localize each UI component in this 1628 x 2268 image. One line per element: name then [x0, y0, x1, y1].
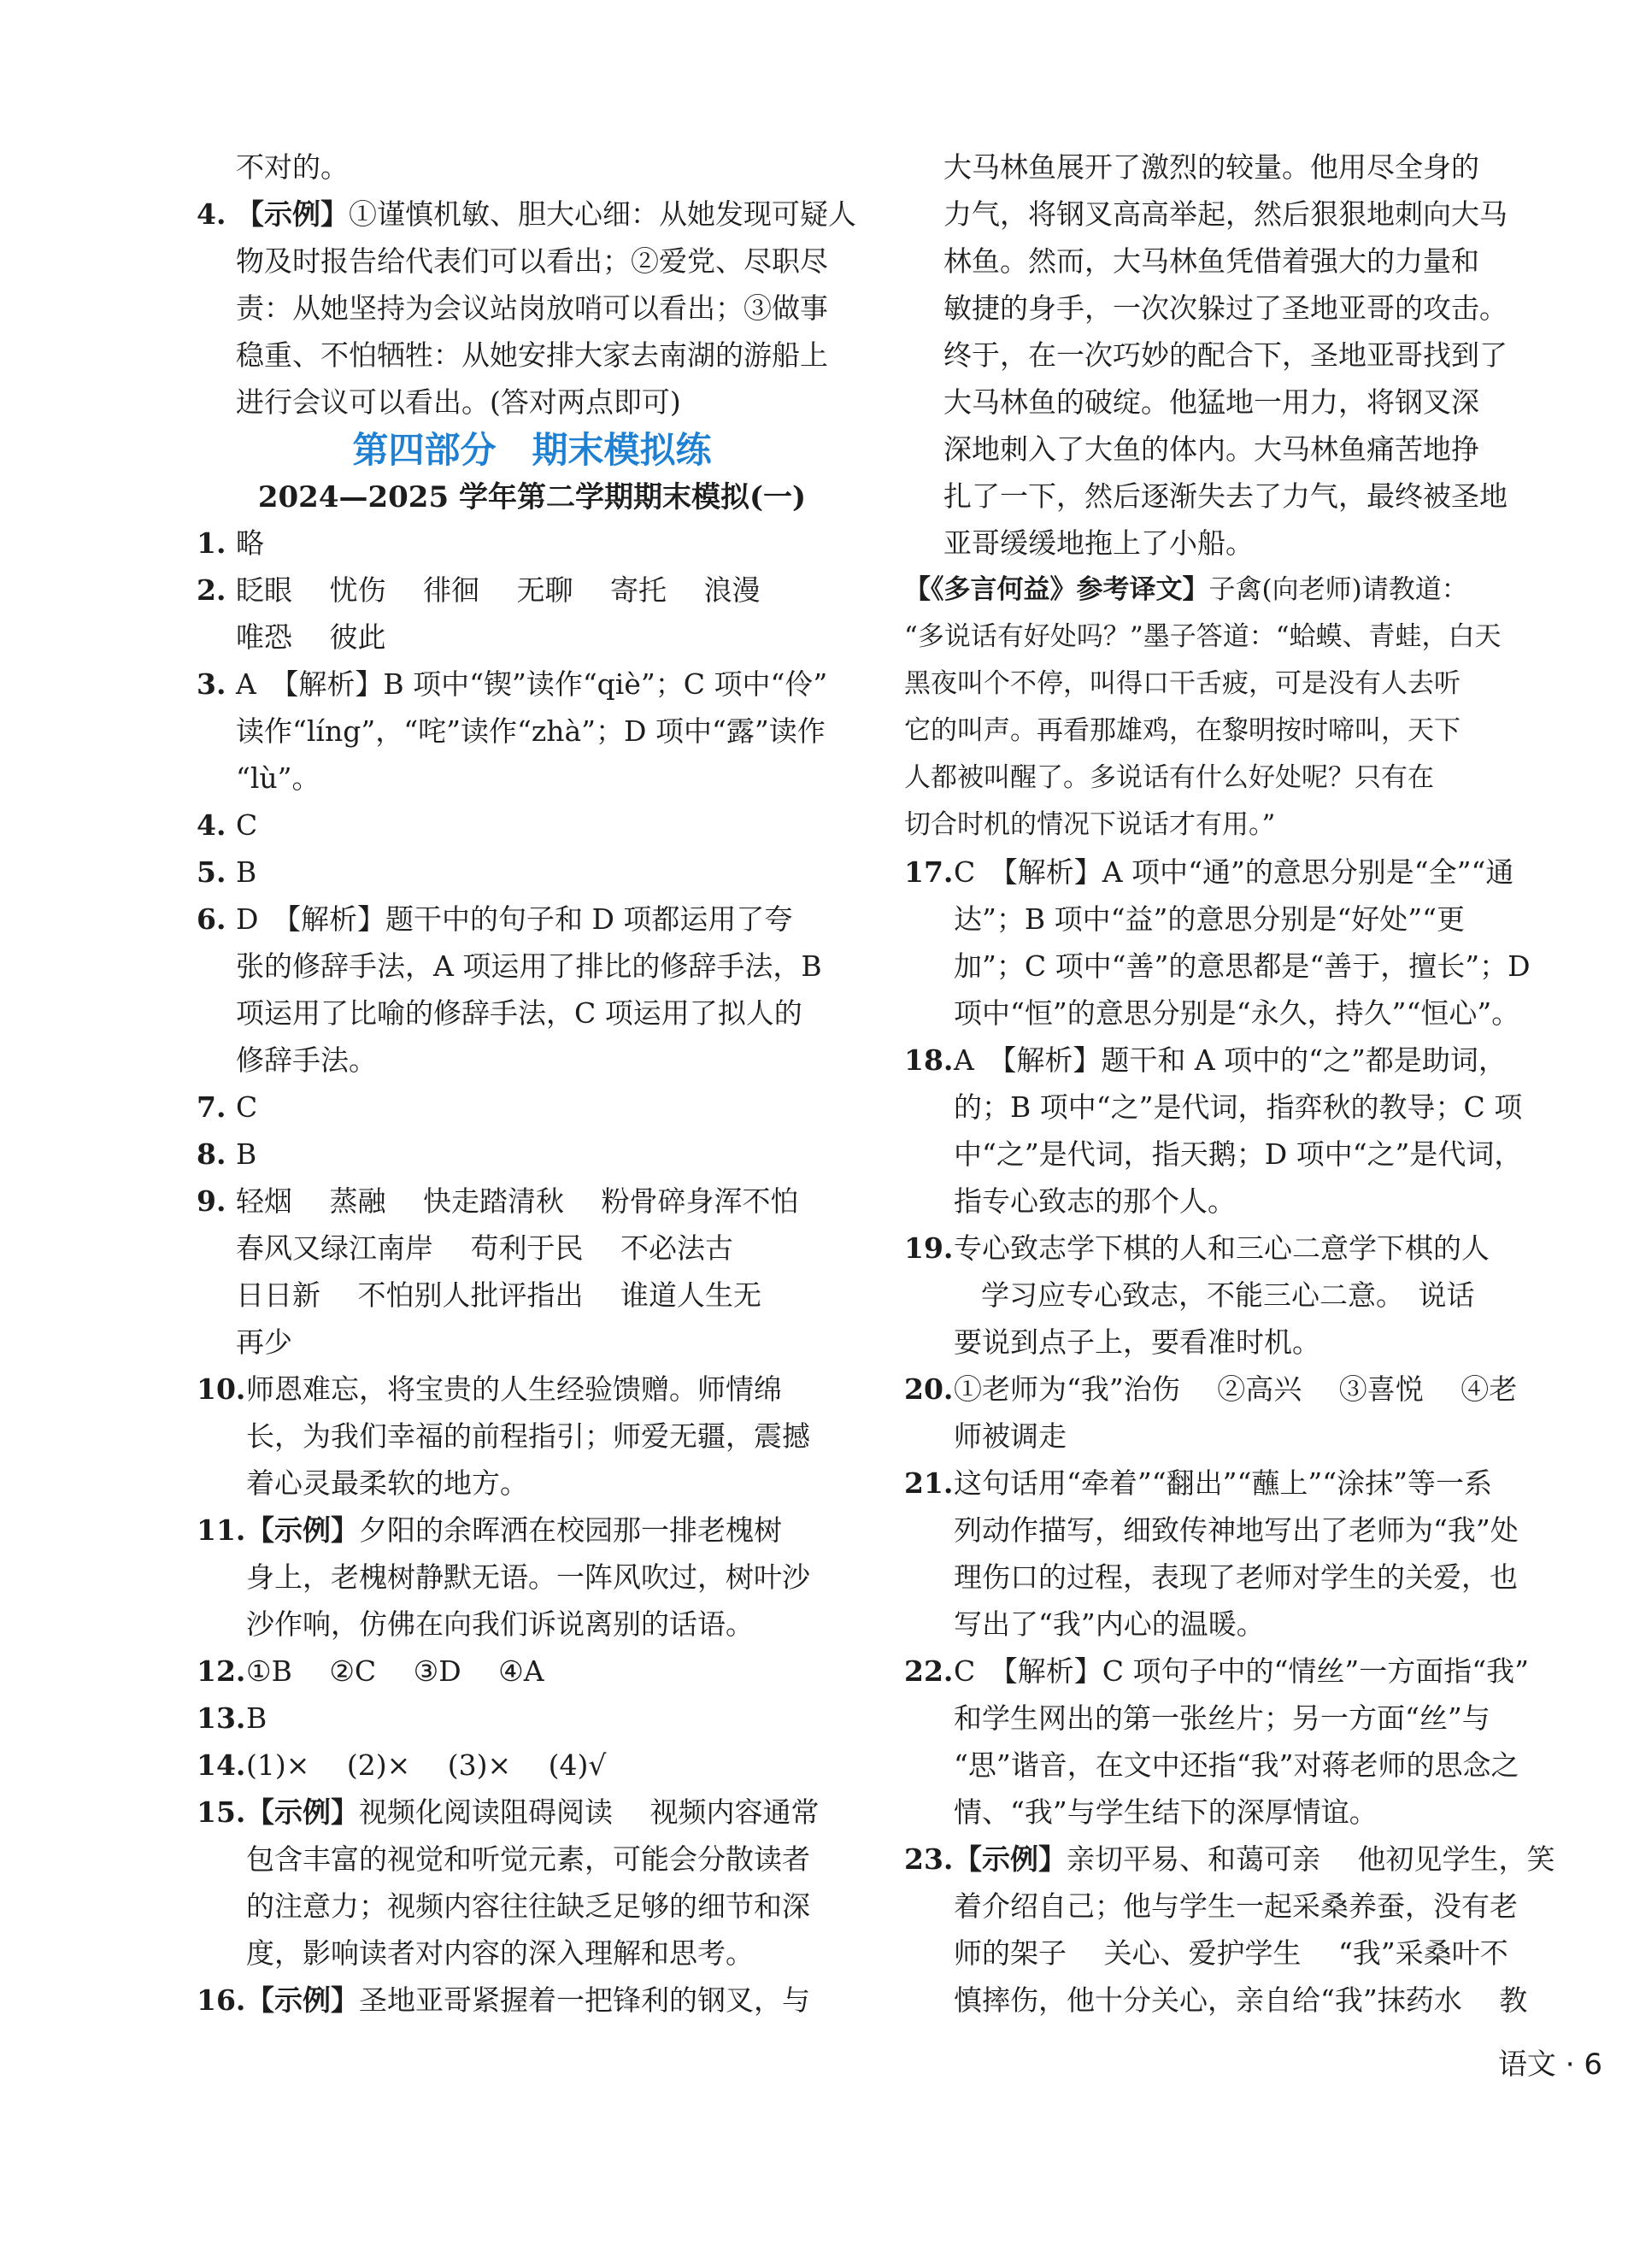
answer-line — [904, 1460, 1571, 1507]
answer-text: 的注意力；视频内容往往缺乏足够的细节和深 — [246, 1889, 810, 1923]
answer-text: 亲切平易、和蔼可亲 他初见学生，笑 — [1067, 1842, 1555, 1876]
translation-line — [904, 708, 1571, 755]
answer-line — [904, 1742, 1571, 1789]
answer-line — [197, 943, 867, 990]
question-number: 15. — [197, 1795, 246, 1829]
answer-line — [197, 285, 867, 332]
answer-line — [904, 1554, 1571, 1601]
answer-text: 春风又绿江南岸 苟利于民 不必法古 — [236, 1231, 733, 1265]
answer-line — [904, 426, 1571, 473]
answer-text: B — [236, 1137, 257, 1171]
question-number: 6. — [197, 902, 226, 936]
answer-line — [904, 1977, 1571, 2024]
question-number: 23. — [904, 1842, 954, 1876]
answer-line — [904, 1131, 1571, 1178]
answer-tag: 【示例】 — [246, 1513, 359, 1547]
answer-text: 指专心致志的那个人。 — [954, 1184, 1236, 1218]
answer-line — [904, 943, 1571, 990]
answer-line — [904, 849, 1571, 896]
answer-text: 包含丰富的视觉和听觉元素，可能会分散读者 — [246, 1842, 810, 1876]
question-number: 12. — [197, 1654, 246, 1688]
answer-text: ①B ②C ③D ④A — [246, 1654, 544, 1688]
answer-line — [904, 1366, 1571, 1413]
page-footer: 语文 · 6 — [1497, 2048, 1602, 2082]
answer-line — [197, 1648, 867, 1695]
answer-text: 中“之”是代词，指天鹅；D 项中“之”是代词， — [954, 1137, 1523, 1171]
question-number: 21. — [904, 1466, 954, 1500]
answer-line — [197, 1413, 867, 1460]
answer-line — [197, 520, 867, 567]
answer-text: 身上，老槐树静默无语。一阵风吹过，树叶沙 — [246, 1560, 810, 1594]
answer-text: 专心致志学下棋的人和三心二意学下棋的人 — [954, 1231, 1490, 1265]
answer-line — [197, 1742, 867, 1789]
answer-text: 进行会议可以看出。(答对两点即可) — [236, 385, 681, 419]
answer-text: C — [236, 1090, 258, 1124]
answer-text: 黑夜叫个不停，叫得口干舌疲，可是没有人去听 — [904, 668, 1460, 699]
answer-text: 终于，在一次巧妙的配合下，圣地亚哥找到了 — [943, 338, 1508, 372]
answer-line — [197, 1037, 867, 1084]
answer-tag: 【《多言何益》参考译文】 — [904, 574, 1209, 605]
answer-text: C 【解析】A 项中“通”的意思分别是“全”“通 — [954, 855, 1514, 889]
answer-text: 张的修辞手法，A 项运用了排比的修辞手法，B — [236, 949, 822, 983]
answer-tag: 【示例】 — [954, 1842, 1067, 1876]
answer-line — [197, 1977, 867, 2024]
answer-text: 情、“我”与学生结下的深厚情谊。 — [954, 1795, 1378, 1829]
answer-line — [197, 1601, 867, 1648]
answer-text: A 【解析】题干和 A 项中的“之”都是助词， — [954, 1043, 1507, 1077]
answer-text: 圣地亚哥紧握着一把锋利的钢叉，与 — [359, 1983, 810, 2017]
answer-line — [197, 1225, 867, 1272]
answer-text: 切合时机的情况下说话才有用。” — [904, 809, 1276, 840]
answer-line — [197, 1272, 867, 1319]
translation-line — [904, 567, 1571, 614]
question-number: 18. — [904, 1043, 954, 1077]
answer-text: 学习应专心致志，不能三心二意。 说话 — [981, 1278, 1475, 1312]
answer-line — [904, 238, 1571, 285]
answer-text: 这句话用“牵着”“翻出”“蘸上”“涂抹”等一系 — [954, 1466, 1492, 1500]
answer-text: 不对的。 — [236, 150, 349, 184]
answer-text: 视频化阅读阻碍阅读 视频内容通常 — [359, 1795, 820, 1829]
answer-text: 长，为我们幸福的前程指引；师爱无疆，震撼 — [246, 1419, 810, 1453]
answer-text: 再少 — [236, 1325, 292, 1359]
answer-text: 日日新 不怕别人批评指出 谁道人生无 — [236, 1278, 761, 1312]
answer-text: 略 — [236, 526, 264, 560]
question-number: 7. — [197, 1090, 226, 1124]
answer-line — [197, 1507, 867, 1554]
answer-text: 力气，将钢叉高高举起，然后狠狠地刺向大马 — [943, 197, 1508, 231]
question-number: 4. — [197, 197, 226, 231]
answer-line — [197, 1319, 867, 1366]
answer-text: “思”谐音，在文中还指“我”对蒋老师的思念之 — [954, 1748, 1519, 1782]
answer-line — [904, 1883, 1571, 1930]
answer-line — [904, 1695, 1571, 1742]
answer-line — [904, 473, 1571, 520]
answer-tag: 【示例】 — [246, 1795, 359, 1829]
question-number: 1. — [197, 526, 226, 560]
answer-line — [904, 1836, 1571, 1883]
question-number: 20. — [904, 1372, 954, 1406]
answer-line — [904, 1037, 1571, 1084]
answer-text: 写出了“我”内心的温暖。 — [954, 1607, 1265, 1641]
answer-text: 着心灵最柔软的地方。 — [246, 1466, 528, 1500]
answer-line — [904, 1789, 1571, 1836]
answer-text: 项中“恒”的意思分别是“永久，持久”“恒心”。 — [954, 996, 1520, 1030]
question-number: 11. — [197, 1513, 246, 1547]
answer-text: “多说话有好处吗？”墨子答道：“蛤蟆、青蛙，白天 — [904, 621, 1502, 652]
question-number: 3. — [197, 667, 226, 701]
question-number: 2. — [197, 573, 226, 607]
answer-text: ①谨慎机敏、胆大心细：从她发现可疑人 — [349, 197, 856, 231]
answer-line — [197, 1366, 867, 1413]
answer-line — [197, 379, 867, 426]
answer-text: 修辞手法。 — [236, 1043, 377, 1077]
answer-text: 要说到点子上，要看准时机。 — [954, 1325, 1320, 1359]
answer-text: 敏捷的身手，一次次躲过了圣地亚哥的攻击。 — [943, 291, 1508, 325]
answer-text: 人都被叫醒了。多说话有什么好处呢？只有在 — [904, 762, 1434, 793]
answer-tag: 【示例】 — [246, 1983, 359, 2017]
answer-line — [904, 1930, 1571, 1977]
answer-line — [197, 1178, 867, 1225]
answer-text: D 【解析】题干中的句子和 D 项都运用了夸 — [236, 902, 793, 936]
answer-line — [197, 1554, 867, 1601]
answer-line — [904, 285, 1571, 332]
answer-line — [197, 1460, 867, 1507]
answer-line — [904, 379, 1571, 426]
answer-text: 理伤口的过程，表现了老师对学生的关爱，也 — [954, 1560, 1518, 1594]
answer-line — [197, 1695, 867, 1742]
answer-text: 加”；C 项中“善”的意思都是“善于，擅长”；D — [954, 949, 1531, 983]
answer-text: A 【解析】B 项中“锲”读作“qiè”；C 项中“伶” — [236, 667, 828, 701]
answer-text: 达”；B 项中“益”的意思分别是“好处”“更 — [954, 902, 1465, 936]
answer-line — [197, 708, 867, 755]
answer-text: 列动作描写，细致传神地写出了老师为“我”处 — [954, 1513, 1519, 1547]
answer-line — [904, 1225, 1571, 1272]
answer-text: 责：从她坚持为会议站岗放哨可以看出；③做事 — [236, 291, 828, 325]
answer-text: 的；B 项中“之”是代词，指弈秋的教导；C 项 — [954, 1090, 1523, 1124]
answer-line — [904, 520, 1571, 567]
answer-line — [904, 144, 1571, 191]
answer-text: C — [236, 808, 258, 842]
answer-line — [197, 1883, 867, 1930]
answer-line — [904, 1272, 1571, 1319]
answer-text: 物及时报告给代表们可以看出；②爱党、尽职尽 — [236, 244, 828, 278]
answer-line — [197, 614, 867, 661]
answer-line — [197, 661, 867, 708]
answer-text: 它的叫声。再看那雄鸡，在黎明按时啼叫，天下 — [904, 715, 1460, 746]
answer-line — [197, 802, 867, 849]
answer-text: 亚哥缓缓地拖上了小船。 — [943, 526, 1254, 560]
answer-line — [197, 1131, 867, 1178]
translation-line — [904, 614, 1571, 661]
answer-text: 子禽(向老师)请教道： — [1208, 574, 1468, 605]
question-number: 13. — [197, 1701, 246, 1735]
answer-text: 和学生网出的第一张丝片；另一方面“丝”与 — [954, 1701, 1490, 1735]
right-column — [904, 144, 1571, 2024]
answer-text: 读作“líng”，“咤”读作“zhà”；D 项中“露”读作 — [236, 714, 826, 748]
answer-line — [904, 1178, 1571, 1225]
exam-subtitle: 2024—2025 学年第二学期期末模拟(一) — [257, 480, 807, 514]
answer-text: 夕阳的余晖洒在校园那一排老槐树 — [359, 1513, 782, 1547]
answer-line — [197, 1789, 867, 1836]
question-number: 17. — [904, 855, 954, 889]
answer-line — [197, 1084, 867, 1131]
question-number: 10. — [197, 1372, 246, 1406]
answer-text: (1)× (2)× (3)× (4)√ — [246, 1748, 607, 1782]
section-title: 第四部分 期末模拟练 — [352, 429, 712, 471]
answer-tag: 【示例】 — [236, 197, 349, 231]
answer-line — [197, 1836, 867, 1883]
question-number: 14. — [197, 1748, 246, 1782]
answer-line — [197, 896, 867, 943]
translation-line — [904, 755, 1571, 802]
answer-text: B — [236, 855, 257, 889]
translation-line — [904, 661, 1571, 708]
answer-text: ①老师为“我”治伤 ②高兴 ③喜悦 ④老 — [954, 1372, 1518, 1406]
answer-line — [197, 1930, 867, 1977]
answer-line — [197, 191, 867, 238]
answer-line — [197, 567, 867, 614]
answer-text: 沙作响，仿佛在向我们诉说离别的话语。 — [246, 1607, 754, 1641]
question-number: 16. — [197, 1983, 246, 2017]
answer-text: C 【解析】C 项句子中的“情丝”一方面指“我” — [954, 1654, 1529, 1688]
answer-text: 轻烟 蒸融 快走踏清秋 粉骨碎身浑不怕 — [236, 1184, 799, 1218]
answer-line — [904, 990, 1571, 1037]
question-number: 22. — [904, 1654, 954, 1688]
answer-text: 项运用了比喻的修辞手法，C 项运用了拟人的 — [236, 996, 802, 1030]
answer-line — [904, 191, 1571, 238]
answer-text: 大马林鱼的破绽。他猛地一用力，将钢叉深 — [943, 385, 1479, 419]
answer-line — [197, 990, 867, 1037]
answer-text: 度，影响读者对内容的深入理解和思考。 — [246, 1936, 754, 1970]
answer-line — [904, 1648, 1571, 1695]
question-number: 8. — [197, 1137, 226, 1171]
question-number: 5. — [197, 855, 226, 889]
answer-text: B — [246, 1701, 267, 1735]
answer-text: 深地刺入了大鱼的体内。大马林鱼痛苦地挣 — [943, 432, 1479, 466]
left-column — [197, 144, 867, 2024]
answer-text: 扎了一下，然后逐渐失去了力气，最终被圣地 — [943, 479, 1508, 513]
answer-line — [197, 332, 867, 379]
answer-text: 慎摔伤，他十分关心，亲自给“我”抹药水 教 — [954, 1983, 1528, 2017]
answer-text: 师被调走 — [954, 1419, 1067, 1453]
answer-line — [904, 1601, 1571, 1648]
translation-line — [904, 802, 1571, 849]
answer-line — [904, 332, 1571, 379]
answer-text: “lù”。 — [236, 761, 320, 795]
answer-text: 师的架子 关心、爱护学生 “我”采桑叶不 — [954, 1936, 1508, 1970]
answer-text: 师恩难忘，将宝贵的人生经验馈赠。师情绵 — [246, 1372, 782, 1406]
answer-text: 林鱼。然而，大马林鱼凭借着强大的力量和 — [943, 244, 1479, 278]
answer-text: 眨眼 忧伤 徘徊 无聊 寄托 浪漫 — [236, 573, 761, 607]
question-number: 19. — [904, 1231, 954, 1265]
answer-line — [904, 896, 1571, 943]
question-number: 9. — [197, 1184, 226, 1218]
question-number: 4. — [197, 808, 226, 842]
answer-text: 唯恐 彼此 — [236, 620, 386, 654]
answer-text: 着介绍自己；他与学生一起采桑养蚕，没有老 — [954, 1889, 1518, 1923]
answer-text: 稳重、不怕牺牲：从她安排大家去南湖的游船上 — [236, 338, 828, 372]
answer-line — [904, 1084, 1571, 1131]
answer-line — [197, 144, 867, 191]
answer-text: 大马林鱼展开了激烈的较量。他用尽全身的 — [943, 150, 1479, 184]
answer-line — [904, 1507, 1571, 1554]
answer-line — [197, 849, 867, 896]
answer-line — [197, 755, 867, 802]
answer-line — [904, 1319, 1571, 1366]
answer-line — [197, 238, 867, 285]
answer-line — [904, 1413, 1571, 1460]
